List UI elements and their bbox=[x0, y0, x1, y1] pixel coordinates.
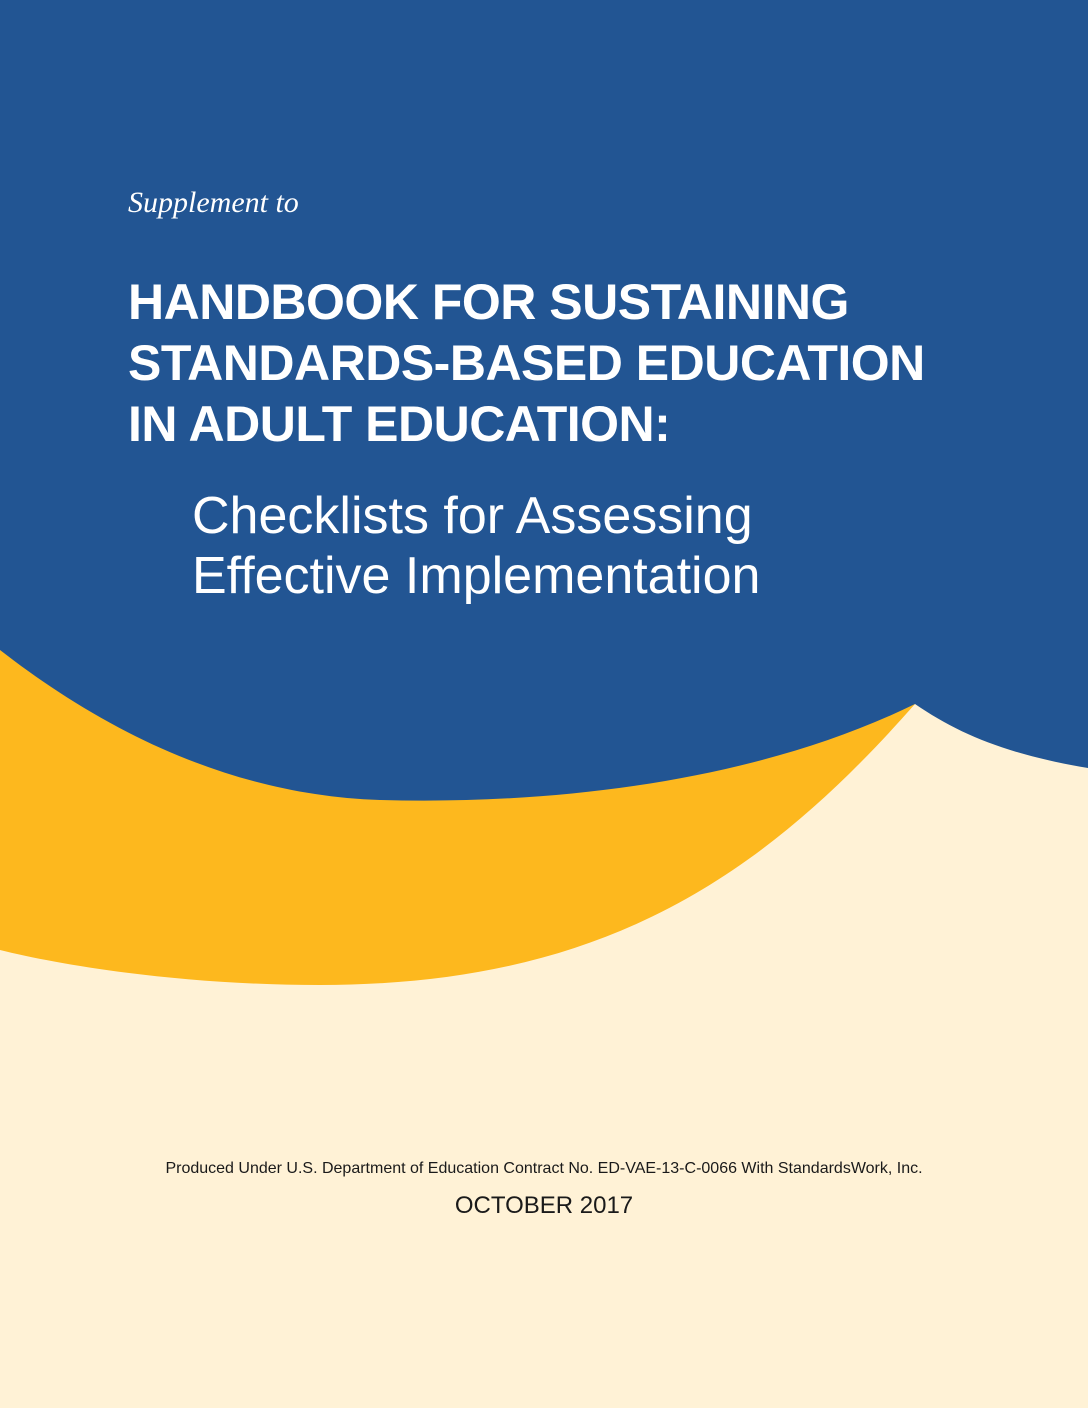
publication-date: OCTOBER 2017 bbox=[454, 1192, 634, 1219]
contract-note: Produced Under U.S. Department of Education Contract No. ED-VAE-13-C-0066 With StandardsWork, Inc. bbox=[165, 1160, 923, 1177]
title-line-2: STANDARDS-BASED EDUCATION bbox=[128, 335, 925, 391]
handbook-title bbox=[128, 272, 925, 455]
subtitle-line-2: Effective Implementation bbox=[192, 547, 761, 605]
subtitle-line-1: Checklists for Assessing bbox=[192, 487, 753, 545]
title-line-1: HANDBOOK FOR SUSTAINING bbox=[128, 274, 849, 330]
title-line-3: IN ADULT EDUCATION: bbox=[128, 396, 671, 452]
handbook-subtitle bbox=[192, 486, 760, 606]
supplement-label: Supplement to bbox=[128, 186, 299, 219]
